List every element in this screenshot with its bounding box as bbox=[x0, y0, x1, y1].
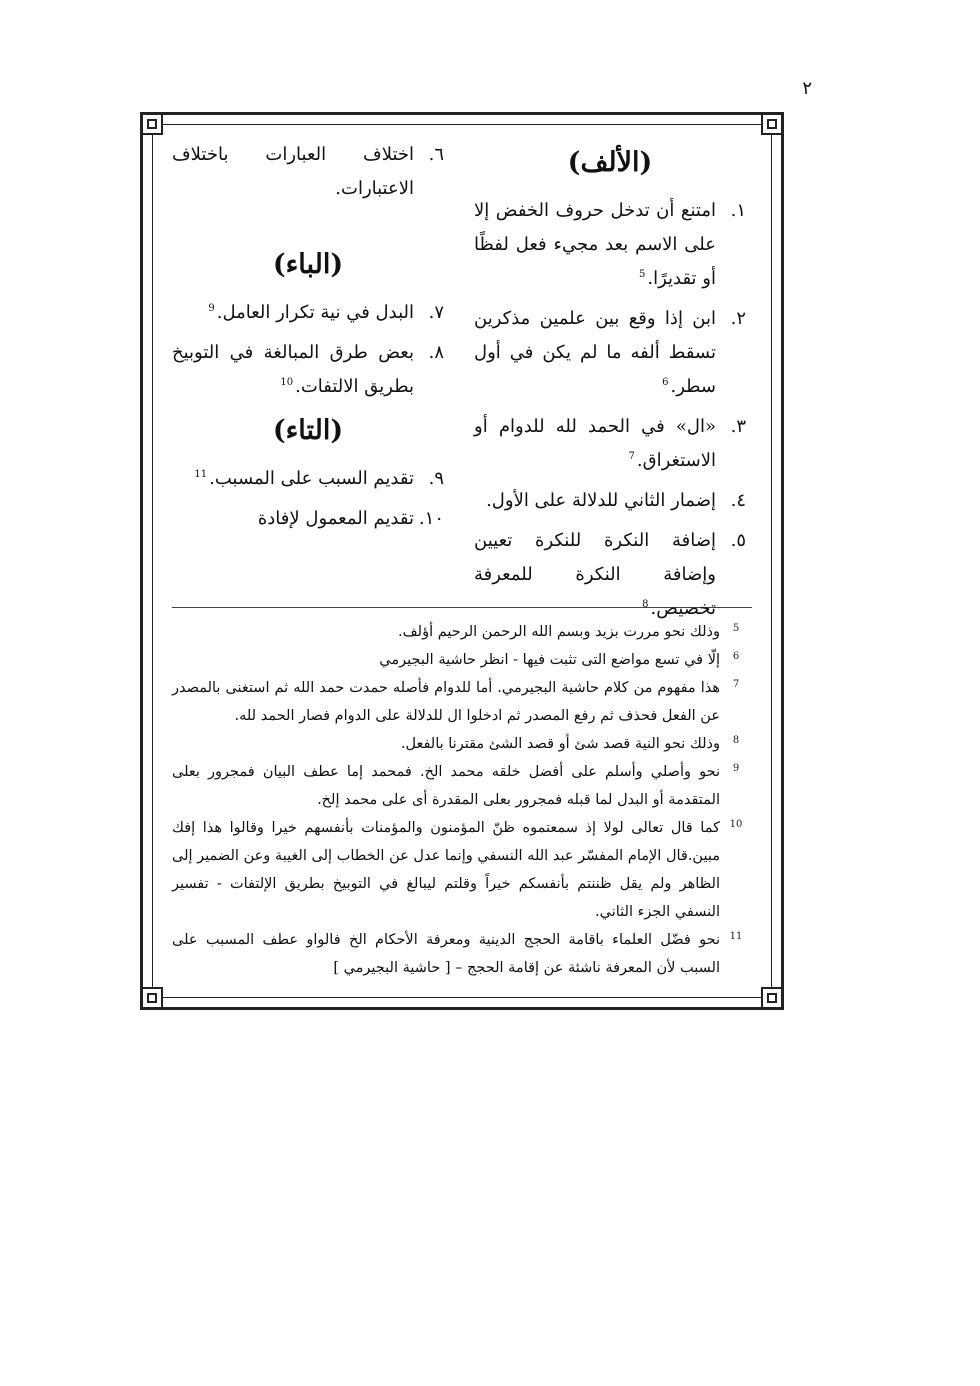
footnote bbox=[172, 730, 752, 758]
list-item bbox=[474, 194, 746, 296]
footnote-number: 7 bbox=[732, 679, 740, 690]
footnote-number: 6 bbox=[732, 651, 740, 662]
footnote-number: 8 bbox=[732, 735, 740, 746]
footnote-text: وذلك نحو مررت بزيد وبسم الله الرحمن الرحيم أؤلف. bbox=[398, 624, 720, 640]
footnote-ref[interactable]: 9 bbox=[208, 303, 215, 314]
item-text bbox=[172, 296, 414, 330]
item-number: ١٠. bbox=[418, 508, 444, 529]
item-text bbox=[172, 336, 414, 404]
page-number: ٢ bbox=[802, 78, 812, 99]
frame-corner-ornament bbox=[141, 113, 163, 135]
footnote bbox=[172, 618, 752, 646]
footnote bbox=[172, 926, 752, 982]
footnote-ref[interactable]: 7 bbox=[628, 451, 635, 462]
page-content bbox=[172, 138, 752, 988]
footnote-ref[interactable]: 5 bbox=[638, 269, 646, 280]
footnote bbox=[172, 646, 752, 674]
list-item bbox=[474, 410, 746, 478]
footnote-text: وذلك نحو النية قصد شئ أو قصد الشئ مقترنا بالفعل. bbox=[400, 736, 720, 752]
item-number: ٩. bbox=[428, 468, 444, 489]
footnote-text: إلّا في تسع مواضع التى تثبت فيها - انظر حاشية البجيرمي bbox=[379, 652, 720, 668]
frame-corner-ornament bbox=[141, 987, 163, 1009]
left-column bbox=[172, 138, 444, 593]
footnote-text: كما قال تعالى لولا إذ سمعتموه ظنّ المؤمنون والمؤمنات بأنفسهم خيرا وقالوا هذا إفك مبين.قال الإمام المفسّر عبد الله النسفي وإنما عدل عن الخطاب إلى الغيبة وعن الضمير إلى الظاهر ولم يقل ظننتم بأنفسكم خيراً وقلتم ليبالغ في التوبيخ بطريق الإلتفات - تفسير النسفي الجزء الثاني. bbox=[172, 820, 720, 920]
section-heading-alif: (الألف) bbox=[567, 147, 653, 178]
frame-corner-ornament bbox=[761, 987, 783, 1009]
item-text-body: إضمار الثاني للدلالة على الأول. bbox=[486, 490, 716, 511]
list-item bbox=[172, 462, 444, 496]
section-heading-ba: (الباء) bbox=[272, 249, 344, 280]
two-column-body bbox=[172, 138, 752, 619]
footnote bbox=[172, 814, 752, 926]
footnote-ref[interactable]: 11 bbox=[194, 469, 208, 480]
item-text bbox=[172, 462, 414, 496]
list-item bbox=[172, 138, 444, 206]
item-text-body: امتنع أن تدخل حروف الخفض إلا على الاسم بعد مجيء فعل لفظًا أو تقديرًا. bbox=[474, 200, 716, 289]
list-item bbox=[172, 502, 444, 536]
item-text-body: بعض طرق المبالغة في التوبيخ بطريق الالتفات. bbox=[172, 342, 414, 397]
item-number: ٨. bbox=[428, 342, 444, 363]
item-number: ٣. bbox=[730, 416, 746, 437]
list-item bbox=[172, 336, 444, 404]
item-text-body: البدل في نية تكرار العامل. bbox=[216, 302, 414, 323]
footnote-number: 5 bbox=[732, 623, 740, 634]
footnote-number: 10 bbox=[729, 819, 743, 830]
list-item bbox=[474, 484, 746, 518]
item-number: ٥. bbox=[730, 530, 746, 551]
section-heading-ta: (التاء) bbox=[272, 415, 344, 446]
footnote bbox=[172, 674, 752, 730]
item-text bbox=[474, 302, 716, 404]
item-text bbox=[474, 484, 716, 518]
item-text-body: «ال» في الحمد لله للدوام أو الاستغراق. bbox=[474, 416, 716, 471]
item-number: ٦. bbox=[428, 144, 444, 165]
footnote bbox=[172, 758, 752, 814]
item-text-body: تقديم السبب على المسبب. bbox=[209, 468, 414, 489]
item-text bbox=[474, 524, 716, 626]
footnote-ref[interactable]: 10 bbox=[280, 377, 294, 388]
item-text: تقديم المعمول لإفادة bbox=[257, 508, 414, 529]
right-column bbox=[474, 138, 752, 619]
footnotes bbox=[172, 618, 752, 982]
footnote-text: نحو وأصلي وأسلم على أفضل خلقه محمد الخ. فمحمد إما عطف البيان فمجرور بعلى المتقدمة أو البدل لما قبله فمجرور بعلى المقدرة أى على محمد إلخ. bbox=[172, 764, 720, 808]
item-text bbox=[474, 194, 716, 296]
footnote-text: هذا مفهوم من كلام حاشية البجيرمي. أما للدوام فأصله حمدت حمد الله ثم استغنى بالمصدر عن الفعل فحذف ثم رفع المصدر ثم ادخلوا ال للدلالة على الدوام فصار الحمد لله. bbox=[172, 680, 720, 724]
item-text-body: ابن إذا وقع بين علمين مذكرين تسقط ألفه ما لم يكن في أول سطر. bbox=[474, 308, 716, 397]
list-item bbox=[172, 296, 444, 330]
footnote-number: 9 bbox=[732, 763, 740, 774]
footnote-number: 11 bbox=[729, 931, 743, 942]
footnote-text: نحو فضّل العلماء باقامة الحجج الدينية ومعرفة الأحكام الخ فالواو عطف المسبب على السبب لأن المعرفة ناشئة عن إقامة الحجج – [ حاشية البجيرمي ] bbox=[172, 932, 720, 976]
item-number: ٤. bbox=[730, 490, 746, 511]
frame-corner-ornament bbox=[761, 113, 783, 135]
item-text: اختلاف العبارات باختلاف الاعتبارات. bbox=[172, 144, 414, 199]
item-text-body: إضافة النكرة للنكرة تعيين وإضافة النكرة للمعرفة تخصيص. bbox=[474, 530, 716, 619]
list-item bbox=[474, 302, 746, 404]
footnote-ref[interactable]: 6 bbox=[662, 377, 669, 388]
footnote-ref[interactable]: 8 bbox=[642, 599, 649, 610]
item-number: ١. bbox=[730, 200, 746, 221]
item-number: ٢. bbox=[730, 308, 746, 329]
item-text bbox=[474, 410, 716, 478]
item-number: ٧. bbox=[428, 302, 444, 323]
list-item bbox=[474, 524, 746, 626]
